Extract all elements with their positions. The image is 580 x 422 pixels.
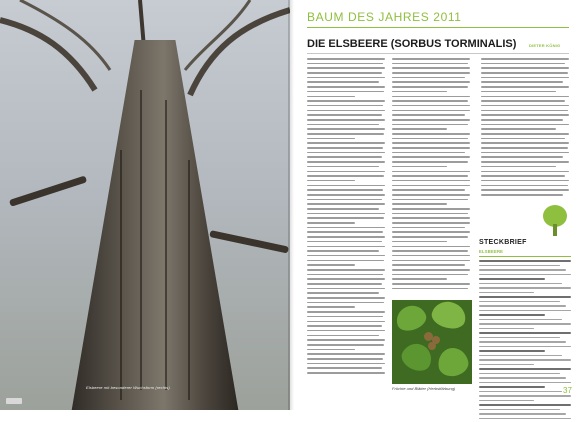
text-line	[307, 246, 385, 248]
text-line	[479, 404, 571, 406]
text-line	[307, 171, 385, 173]
text-line	[307, 363, 385, 365]
text-line	[481, 189, 569, 191]
text-line	[392, 166, 447, 168]
text-line	[481, 96, 569, 98]
text-line	[479, 287, 571, 289]
text-line	[307, 302, 384, 304]
text-line	[392, 278, 447, 280]
steckbrief-title: STECKBRIEF	[479, 239, 527, 246]
text-line	[307, 119, 385, 121]
text-line	[481, 67, 569, 69]
text-line	[479, 292, 534, 294]
text-line	[307, 166, 379, 168]
text-line	[307, 194, 385, 196]
text-line	[481, 156, 563, 158]
text-line	[392, 213, 468, 215]
text-line	[307, 175, 384, 177]
text-line	[307, 58, 385, 60]
text-line	[392, 222, 470, 224]
text-line	[481, 124, 569, 126]
text-line	[307, 133, 384, 135]
text-line	[307, 91, 384, 93]
text-line	[392, 119, 470, 121]
text-line	[481, 81, 563, 83]
text-line	[392, 288, 468, 290]
text-line	[392, 128, 447, 130]
leaf	[393, 302, 429, 335]
text-line	[481, 180, 569, 182]
text-line	[392, 189, 465, 191]
text-line	[307, 311, 385, 313]
text-line	[392, 77, 465, 79]
figure-caption: Früchte und Blätter (Herbstfärbung)	[392, 386, 456, 391]
text-line	[307, 189, 383, 191]
text-line	[307, 353, 385, 355]
text-line	[479, 413, 566, 415]
text-line	[479, 332, 571, 334]
text-line	[307, 217, 384, 219]
text-line	[307, 199, 382, 201]
text-line	[307, 156, 382, 158]
text-line	[392, 58, 470, 60]
text-line	[307, 63, 383, 65]
text-line	[307, 114, 382, 116]
text-line	[479, 382, 571, 384]
text-line	[307, 227, 385, 229]
bark-furrow	[120, 150, 122, 400]
text-line	[392, 147, 470, 149]
text-line	[392, 260, 470, 262]
text-line	[481, 86, 569, 88]
text-line	[307, 330, 385, 332]
text-line	[479, 328, 534, 330]
text-line	[307, 372, 385, 374]
text-line	[392, 133, 470, 135]
text-line	[307, 81, 379, 83]
text-line	[307, 213, 385, 215]
text-line	[481, 133, 569, 135]
text-line	[479, 400, 534, 402]
text-line	[481, 161, 569, 163]
text-line	[392, 250, 468, 252]
text-line	[479, 359, 571, 361]
text-line	[479, 278, 545, 280]
leaf	[429, 300, 469, 332]
text-line	[307, 185, 385, 187]
text-line	[481, 147, 568, 149]
text-line	[481, 152, 569, 154]
text-line	[307, 297, 385, 299]
side-branch	[209, 230, 289, 253]
text-line	[307, 241, 382, 243]
text-line	[392, 274, 468, 276]
text-line	[479, 377, 566, 379]
steckbrief-subtitle: ELSBEERE	[479, 249, 504, 254]
text-line	[307, 203, 385, 205]
text-line	[307, 86, 385, 88]
bark-furrow	[188, 160, 190, 400]
text-line	[392, 246, 470, 248]
text-line	[392, 161, 468, 163]
text-line	[307, 231, 383, 233]
bark-furrow	[140, 90, 142, 390]
text-line	[392, 105, 470, 107]
text-line	[392, 180, 470, 182]
text-line	[307, 161, 385, 163]
text-line	[307, 208, 379, 210]
text-line	[479, 323, 571, 325]
text-line	[392, 110, 470, 112]
article-headline: DIE ELSBEERE (SORBUS TORMINALIS)	[307, 38, 517, 50]
text-line	[307, 344, 384, 346]
text-line	[392, 231, 470, 233]
text-line	[481, 105, 569, 107]
text-line	[307, 292, 379, 294]
text-line	[307, 222, 355, 224]
text-line	[392, 96, 470, 98]
text-line	[392, 269, 470, 271]
text-line	[479, 341, 566, 343]
text-line	[392, 114, 465, 116]
text-line	[307, 128, 385, 130]
text-line	[392, 152, 465, 154]
text-line	[479, 368, 571, 370]
text-line	[392, 208, 470, 210]
text-line	[307, 306, 355, 308]
text-line	[481, 142, 569, 144]
text-line	[392, 217, 470, 219]
text-line	[307, 110, 385, 112]
text-line	[307, 283, 382, 285]
berry	[428, 342, 436, 350]
text-line	[307, 96, 355, 98]
text-line	[392, 156, 470, 158]
text-line	[307, 264, 355, 266]
text-line	[392, 100, 468, 102]
text-line	[479, 314, 545, 316]
article-author: DIETER KÖNIG	[529, 43, 561, 48]
text-line	[479, 319, 562, 321]
text-line	[307, 250, 379, 252]
text-line	[481, 166, 556, 168]
text-line	[481, 119, 563, 121]
text-line	[392, 199, 468, 201]
text-line	[479, 350, 545, 352]
text-line	[307, 325, 382, 327]
series-title: BAUM DES JAHRES 2011	[307, 10, 462, 24]
text-line	[392, 138, 468, 140]
body-column-2	[392, 58, 470, 292]
text-line	[479, 346, 571, 348]
text-line	[392, 142, 470, 144]
body-column-1	[307, 58, 385, 377]
text-line	[307, 316, 383, 318]
text-line	[392, 283, 470, 285]
text-line	[479, 296, 571, 298]
text-line	[392, 255, 470, 257]
text-line	[479, 301, 560, 303]
tree-photo	[0, 0, 290, 410]
text-line	[481, 63, 565, 65]
text-line	[392, 264, 465, 266]
text-line	[479, 274, 571, 276]
text-line	[392, 203, 447, 205]
text-line	[481, 91, 556, 93]
text-line	[481, 72, 568, 74]
text-line	[392, 67, 470, 69]
text-line	[392, 72, 470, 74]
text-line	[481, 110, 568, 112]
text-line	[307, 138, 355, 140]
text-line	[481, 114, 569, 116]
text-line	[481, 138, 565, 140]
text-line	[392, 227, 465, 229]
text-line	[392, 63, 468, 65]
text-line	[481, 194, 563, 196]
text-line	[307, 142, 385, 144]
text-line	[479, 305, 566, 307]
text-line	[307, 274, 383, 276]
text-line	[481, 185, 568, 187]
text-line	[307, 278, 385, 280]
body-column-3	[481, 58, 569, 199]
text-line	[479, 269, 566, 271]
text-line	[307, 105, 383, 107]
text-line	[479, 310, 571, 312]
text-line	[481, 58, 569, 60]
text-line	[479, 355, 562, 357]
text-line	[307, 147, 383, 149]
text-line	[479, 364, 534, 366]
text-line	[307, 236, 385, 238]
text-line	[307, 152, 385, 154]
headline-rule	[307, 53, 569, 54]
text-line	[479, 386, 545, 388]
text-line	[479, 337, 560, 339]
text-line	[307, 349, 355, 351]
deciduous-tree-icon	[542, 204, 568, 236]
photo-caption: Elsbeere mit besonderer Wuchsform (rechts)	[86, 385, 170, 390]
text-line	[481, 128, 556, 130]
steckbrief-box	[479, 239, 571, 397]
text-line	[307, 358, 383, 360]
text-line	[392, 241, 447, 243]
steckbrief-facts	[479, 260, 571, 422]
text-line	[479, 391, 562, 393]
text-line	[307, 180, 355, 182]
article-page	[290, 0, 580, 410]
header-rule	[307, 27, 569, 28]
text-line	[481, 100, 565, 102]
text-line	[307, 255, 385, 257]
text-line	[307, 288, 385, 290]
text-line	[392, 194, 470, 196]
text-line	[481, 77, 569, 79]
text-line	[481, 175, 565, 177]
text-line	[307, 335, 379, 337]
text-line	[479, 418, 571, 420]
text-line	[392, 91, 447, 93]
text-line	[479, 395, 571, 397]
text-line	[307, 269, 385, 271]
side-branch	[9, 175, 87, 206]
text-line	[307, 321, 385, 323]
page-number: 37	[563, 386, 572, 395]
text-line	[479, 265, 560, 267]
text-line	[479, 260, 571, 262]
text-line	[307, 100, 385, 102]
text-line	[307, 367, 382, 369]
text-line	[392, 171, 470, 173]
text-line	[307, 67, 385, 69]
text-line	[392, 81, 470, 83]
text-line	[392, 175, 468, 177]
text-line	[392, 236, 468, 238]
fruit-leaf-photo	[392, 300, 472, 384]
text-line	[307, 77, 385, 79]
text-line	[307, 72, 382, 74]
leaf	[435, 345, 470, 379]
text-line	[479, 373, 560, 375]
text-line	[307, 260, 384, 262]
steckbrief-rule	[479, 256, 571, 257]
text-line	[481, 171, 569, 173]
text-line	[479, 283, 562, 285]
text-line	[392, 185, 470, 187]
text-line	[307, 124, 379, 126]
publisher-logo-icon	[6, 398, 22, 404]
bark-furrow	[165, 100, 167, 390]
text-line	[392, 86, 468, 88]
text-line	[307, 339, 385, 341]
text-line	[392, 124, 468, 126]
